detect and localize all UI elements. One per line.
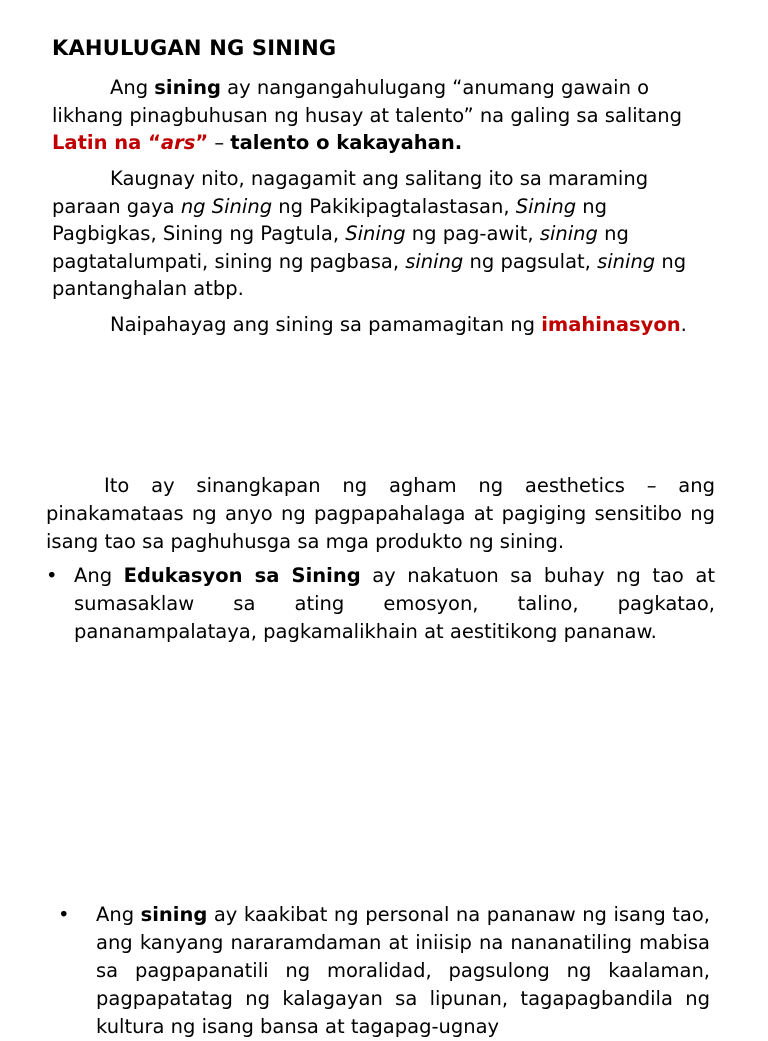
text-run: ng pantanghalan atbp. bbox=[52, 249, 687, 300]
bullet-edukasyon bbox=[46, 562, 715, 646]
text-run: ng Pakikipagtalastasan, bbox=[272, 194, 516, 218]
text-run: Ito ay sinangkapan ng agham ng aesthetics – ang pinakamataas ng anyo ng pagpapahalaga at pagiging sensitibo ng isang tao sa paghuhusga sa mga produkto ng sining. bbox=[46, 474, 715, 553]
slide-kahulugan bbox=[0, 0, 768, 400]
text-run: Naipahayag ang sining sa pamamagitan ng bbox=[110, 313, 542, 336]
term-sining: sining bbox=[140, 903, 208, 926]
text-run: ay nangangahulugang “anumang gawain o likhang pinagbuhusan ng husay at talento” na galing sa salitang bbox=[52, 76, 683, 127]
imahinasyon-highlight: imahinasyon bbox=[541, 313, 681, 336]
text-run: . bbox=[680, 313, 687, 336]
aesthetics-paragraph bbox=[46, 472, 715, 556]
text-run: ng pag-awit, bbox=[405, 222, 540, 245]
text-run: ng pagsulat, bbox=[463, 249, 598, 273]
italic-run: sining bbox=[597, 249, 656, 273]
bullet-text: Ang Edukasyon sa Sining ay nakatuon sa buhay ng tao at sumasaklaw sa ating emosyon, talino, pagkatao, pananampalataya, pagkamalikhain at aestitikong pananaw. bbox=[74, 564, 715, 643]
usage-paragraph bbox=[52, 165, 712, 303]
bullet-marker: • bbox=[58, 903, 70, 926]
italic-run: Sining bbox=[515, 194, 577, 218]
slide-aesthetics bbox=[0, 460, 768, 660]
term-sining: sining bbox=[154, 76, 221, 99]
slide-personal-na-pananaw bbox=[0, 895, 768, 1038]
italic-run: sining bbox=[405, 249, 464, 273]
definition-paragraph bbox=[52, 74, 712, 157]
text-run: ng pagtatalumpati, sining ng pagbasa, bbox=[52, 222, 629, 273]
bullet-sining-pananaw bbox=[58, 901, 710, 1041]
talento-kakayahan: talento o kakayahan. bbox=[230, 131, 463, 154]
italic-run: sining bbox=[539, 222, 598, 245]
slide-title: KAHULUGAN NG SINING bbox=[52, 36, 337, 60]
text-run: – bbox=[208, 131, 231, 154]
imagination-paragraph bbox=[52, 311, 712, 339]
latin-ars-highlight: Latin na “ars” bbox=[52, 131, 209, 154]
text-run: ng Pagbigkas, Sining ng Pagtula, bbox=[52, 194, 608, 245]
italic-run: ng Sining bbox=[180, 194, 273, 218]
bullet-text: Ang sining ay kaakibat ng personal na pananaw ng isang tao, ang kanyang nararamdaman at iniisip na nananatiling mabisa sa pagpapanatili ng moralidad, pagsulong ng kaalaman, pagpapatatag ng kalagayan sa lipunan, tagapagbandila ng kultura ng isang bansa at tagapag-ugnay bbox=[96, 903, 710, 1038]
text-run: Kaugnay nito, nagagamit ang salitang ito sa maraming paraan gaya bbox=[52, 167, 649, 218]
italic-run: Sining bbox=[345, 222, 406, 245]
bullet-marker: • bbox=[46, 564, 58, 587]
text-run: Ang bbox=[110, 76, 155, 99]
edukasyon-sa-sining: Edukasyon sa Sining bbox=[123, 564, 361, 587]
